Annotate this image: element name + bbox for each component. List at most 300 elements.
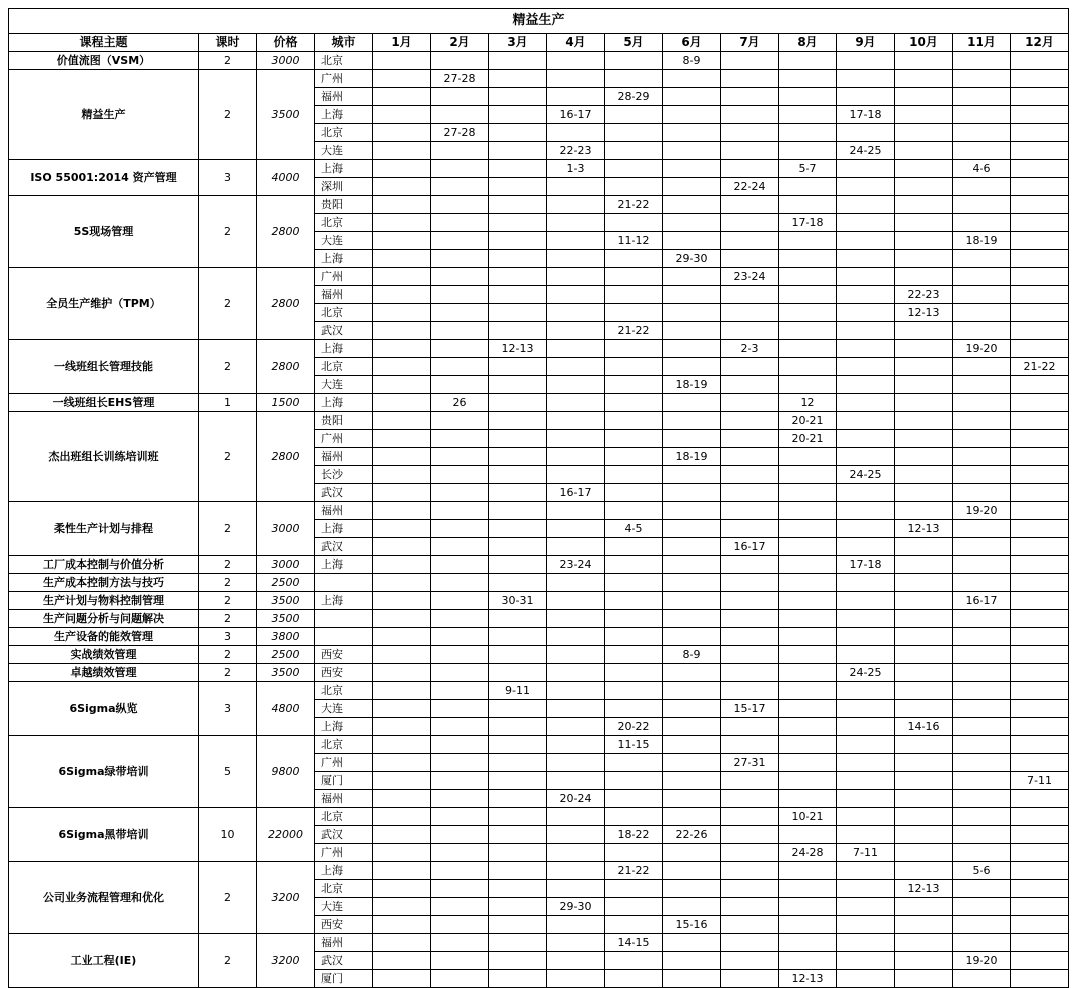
month-5-cell: 18-22 [605, 826, 663, 844]
course-city: 上海 [315, 340, 373, 358]
month-1-cell [373, 718, 431, 736]
month-12-cell: 7-11 [1011, 772, 1069, 790]
table-row [9, 556, 1069, 574]
month-4-cell [547, 538, 605, 556]
course-city: 上海 [315, 250, 373, 268]
month-9-cell [837, 412, 895, 430]
month-10-cell [895, 754, 953, 772]
month-6-cell [663, 484, 721, 502]
course-city: 厦门 [315, 772, 373, 790]
month-10-cell [895, 160, 953, 178]
month-8-cell [779, 700, 837, 718]
month-12-cell [1011, 70, 1069, 88]
month-4-cell: 1-3 [547, 160, 605, 178]
month-10-cell [895, 790, 953, 808]
month-7-cell [721, 664, 779, 682]
month-3-cell [489, 322, 547, 340]
month-3-cell [489, 718, 547, 736]
month-7-cell [721, 790, 779, 808]
month-3-cell [489, 934, 547, 952]
month-6-cell [663, 394, 721, 412]
month-1-cell [373, 592, 431, 610]
month-5-cell: 28-29 [605, 88, 663, 106]
month-12-cell [1011, 430, 1069, 448]
month-8-cell [779, 610, 837, 628]
course-city: 北京 [315, 880, 373, 898]
month-11-cell [953, 466, 1011, 484]
month-5-cell [605, 916, 663, 934]
month-12-cell [1011, 646, 1069, 664]
month-11-cell [953, 304, 1011, 322]
month-11-cell [953, 898, 1011, 916]
month-10-cell [895, 178, 953, 196]
month-12-cell [1011, 394, 1069, 412]
month-9-cell [837, 484, 895, 502]
month-7-cell [721, 574, 779, 592]
course-city: 北京 [315, 358, 373, 376]
header-month-3: 3月 [489, 34, 547, 52]
month-12-cell [1011, 718, 1069, 736]
month-9-cell [837, 934, 895, 952]
course-price: 3800 [257, 628, 315, 646]
month-8-cell [779, 466, 837, 484]
month-8-cell: 12-13 [779, 970, 837, 988]
month-6-cell [663, 268, 721, 286]
month-9-cell [837, 214, 895, 232]
month-4-cell [547, 70, 605, 88]
month-4-cell [547, 610, 605, 628]
month-2-cell [431, 502, 489, 520]
month-3-cell [489, 538, 547, 556]
course-city: 武汉 [315, 538, 373, 556]
month-10-cell [895, 736, 953, 754]
month-7-cell: 27-31 [721, 754, 779, 772]
month-3-cell [489, 142, 547, 160]
course-price: 3200 [257, 934, 315, 988]
header-city: 城市 [315, 34, 373, 52]
table-row [9, 682, 1069, 700]
month-2-cell [431, 736, 489, 754]
course-topic: 生产问题分析与问题解决 [9, 610, 199, 628]
month-2-cell [431, 214, 489, 232]
month-2-cell [431, 304, 489, 322]
month-9-cell [837, 538, 895, 556]
month-7-cell [721, 70, 779, 88]
header-month-12: 12月 [1011, 34, 1069, 52]
month-2-cell [431, 664, 489, 682]
month-10-cell [895, 574, 953, 592]
month-10-cell [895, 214, 953, 232]
month-12-cell [1011, 826, 1069, 844]
month-3-cell [489, 70, 547, 88]
month-7-cell [721, 718, 779, 736]
header-month-4: 4月 [547, 34, 605, 52]
month-8-cell [779, 682, 837, 700]
month-3-cell [489, 952, 547, 970]
month-4-cell [547, 358, 605, 376]
course-topic: 生产计划与物料控制管理 [9, 592, 199, 610]
month-7-cell [721, 682, 779, 700]
month-2-cell [431, 286, 489, 304]
course-city: 西安 [315, 664, 373, 682]
course-city: 北京 [315, 52, 373, 70]
course-price: 22000 [257, 808, 315, 862]
course-hours: 2 [199, 196, 257, 268]
month-8-cell [779, 862, 837, 880]
month-12-cell [1011, 142, 1069, 160]
month-5-cell [605, 664, 663, 682]
month-8-cell [779, 52, 837, 70]
month-6-cell [663, 88, 721, 106]
month-6-cell [663, 610, 721, 628]
month-11-cell: 19-20 [953, 502, 1011, 520]
course-city: 北京 [315, 736, 373, 754]
month-10-cell [895, 232, 953, 250]
month-11-cell [953, 664, 1011, 682]
month-3-cell [489, 466, 547, 484]
month-4-cell [547, 448, 605, 466]
month-5-cell [605, 70, 663, 88]
month-7-cell [721, 376, 779, 394]
month-11-cell: 19-20 [953, 340, 1011, 358]
month-1-cell [373, 448, 431, 466]
course-price: 2800 [257, 412, 315, 502]
month-9-cell [837, 322, 895, 340]
month-4-cell [547, 772, 605, 790]
month-9-cell [837, 646, 895, 664]
month-10-cell [895, 646, 953, 664]
course-hours: 2 [199, 268, 257, 340]
month-9-cell [837, 268, 895, 286]
month-9-cell [837, 898, 895, 916]
month-12-cell [1011, 844, 1069, 862]
month-7-cell [721, 808, 779, 826]
month-8-cell [779, 322, 837, 340]
month-12-cell [1011, 934, 1069, 952]
month-5-cell: 4-5 [605, 520, 663, 538]
month-7-cell [721, 610, 779, 628]
month-7-cell [721, 106, 779, 124]
month-2-cell [431, 628, 489, 646]
month-11-cell [953, 376, 1011, 394]
month-11-cell [953, 772, 1011, 790]
month-6-cell [663, 520, 721, 538]
course-topic: 杰出班组长训练培训班 [9, 412, 199, 502]
month-2-cell [431, 646, 489, 664]
month-12-cell [1011, 700, 1069, 718]
month-3-cell [489, 646, 547, 664]
month-8-cell [779, 340, 837, 358]
month-6-cell [663, 682, 721, 700]
header-month-9: 9月 [837, 34, 895, 52]
month-7-cell [721, 898, 779, 916]
month-5-cell [605, 484, 663, 502]
month-12-cell [1011, 52, 1069, 70]
month-9-cell [837, 250, 895, 268]
month-2-cell [431, 484, 489, 502]
month-7-cell [721, 142, 779, 160]
course-topic: 一线班组长EHS管理 [9, 394, 199, 412]
course-topic: 实战绩效管理 [9, 646, 199, 664]
month-11-cell [953, 430, 1011, 448]
month-10-cell [895, 142, 953, 160]
month-5-cell: 11-15 [605, 736, 663, 754]
month-8-cell [779, 646, 837, 664]
month-3-cell [489, 106, 547, 124]
header-row [9, 34, 1069, 52]
month-2-cell [431, 196, 489, 214]
month-3-cell [489, 268, 547, 286]
course-city: 武汉 [315, 952, 373, 970]
month-9-cell [837, 196, 895, 214]
month-5-cell [605, 394, 663, 412]
course-hours: 2 [199, 412, 257, 502]
month-8-cell [779, 232, 837, 250]
month-4-cell [547, 754, 605, 772]
course-city: 广州 [315, 268, 373, 286]
month-9-cell [837, 520, 895, 538]
month-6-cell [663, 106, 721, 124]
month-10-cell [895, 664, 953, 682]
table-row [9, 736, 1069, 754]
month-3-cell [489, 880, 547, 898]
course-price: 2800 [257, 268, 315, 340]
month-4-cell [547, 286, 605, 304]
month-12-cell [1011, 556, 1069, 574]
month-4-cell [547, 700, 605, 718]
header-month-2: 2月 [431, 34, 489, 52]
month-2-cell [431, 790, 489, 808]
month-3-cell: 12-13 [489, 340, 547, 358]
month-4-cell [547, 466, 605, 484]
month-11-cell [953, 268, 1011, 286]
month-7-cell [721, 124, 779, 142]
month-2-cell [431, 538, 489, 556]
month-10-cell [895, 322, 953, 340]
month-5-cell [605, 358, 663, 376]
month-7-cell [721, 844, 779, 862]
month-11-cell [953, 124, 1011, 142]
month-8-cell [779, 664, 837, 682]
month-4-cell [547, 718, 605, 736]
month-6-cell: 22-26 [663, 826, 721, 844]
course-topic: ISO 55001:2014 资产管理 [9, 160, 199, 196]
month-2-cell [431, 934, 489, 952]
course-hours: 2 [199, 646, 257, 664]
month-1-cell [373, 880, 431, 898]
course-city: 上海 [315, 862, 373, 880]
month-12-cell [1011, 106, 1069, 124]
month-1-cell [373, 646, 431, 664]
course-city: 武汉 [315, 484, 373, 502]
month-5-cell [605, 610, 663, 628]
month-5-cell: 20-22 [605, 718, 663, 736]
month-8-cell [779, 448, 837, 466]
month-12-cell [1011, 412, 1069, 430]
month-11-cell: 5-6 [953, 862, 1011, 880]
month-5-cell [605, 682, 663, 700]
month-10-cell [895, 196, 953, 214]
month-10-cell [895, 592, 953, 610]
course-price: 2800 [257, 196, 315, 268]
month-5-cell [605, 412, 663, 430]
course-city: 贵阳 [315, 412, 373, 430]
month-1-cell [373, 466, 431, 484]
month-5-cell [605, 52, 663, 70]
course-topic: 一线班组长管理技能 [9, 340, 199, 394]
month-3-cell [489, 232, 547, 250]
month-3-cell [489, 736, 547, 754]
table-row [9, 160, 1069, 178]
month-11-cell [953, 934, 1011, 952]
month-1-cell [373, 772, 431, 790]
month-6-cell [663, 142, 721, 160]
month-12-cell [1011, 808, 1069, 826]
month-6-cell [663, 340, 721, 358]
month-6-cell [663, 286, 721, 304]
month-1-cell [373, 160, 431, 178]
month-6-cell [663, 232, 721, 250]
month-1-cell [373, 538, 431, 556]
course-city: 北京 [315, 124, 373, 142]
table-row [9, 340, 1069, 358]
month-9-cell [837, 376, 895, 394]
course-hours: 3 [199, 682, 257, 736]
month-10-cell [895, 250, 953, 268]
month-3-cell [489, 430, 547, 448]
month-11-cell [953, 754, 1011, 772]
month-11-cell: 4-6 [953, 160, 1011, 178]
month-2-cell [431, 556, 489, 574]
month-8-cell [779, 124, 837, 142]
month-10-cell [895, 682, 953, 700]
month-4-cell [547, 232, 605, 250]
month-7-cell [721, 484, 779, 502]
month-9-cell [837, 286, 895, 304]
month-10-cell [895, 826, 953, 844]
header-month-5: 5月 [605, 34, 663, 52]
month-2-cell [431, 340, 489, 358]
month-12-cell [1011, 790, 1069, 808]
month-9-cell [837, 718, 895, 736]
course-price: 3500 [257, 664, 315, 682]
month-2-cell [431, 358, 489, 376]
month-9-cell: 24-25 [837, 466, 895, 484]
course-hours: 2 [199, 664, 257, 682]
month-8-cell [779, 952, 837, 970]
month-6-cell: 15-16 [663, 916, 721, 934]
month-1-cell [373, 250, 431, 268]
month-4-cell [547, 592, 605, 610]
month-6-cell [663, 124, 721, 142]
schedule-container [8, 8, 1069, 988]
month-8-cell: 5-7 [779, 160, 837, 178]
month-11-cell [953, 808, 1011, 826]
month-7-cell [721, 628, 779, 646]
month-4-cell: 16-17 [547, 484, 605, 502]
month-4-cell [547, 520, 605, 538]
month-9-cell [837, 88, 895, 106]
month-5-cell [605, 502, 663, 520]
month-1-cell [373, 556, 431, 574]
month-9-cell: 24-25 [837, 142, 895, 160]
course-topic: 6Sigma绿带培训 [9, 736, 199, 808]
month-2-cell [431, 592, 489, 610]
month-1-cell [373, 844, 431, 862]
course-price: 2800 [257, 340, 315, 394]
month-9-cell [837, 826, 895, 844]
course-hours: 2 [199, 502, 257, 556]
course-city: 长沙 [315, 466, 373, 484]
month-5-cell [605, 700, 663, 718]
month-6-cell [663, 862, 721, 880]
month-6-cell [663, 844, 721, 862]
month-2-cell [431, 466, 489, 484]
month-12-cell [1011, 862, 1069, 880]
month-5-cell [605, 898, 663, 916]
month-7-cell: 22-24 [721, 178, 779, 196]
month-8-cell [779, 574, 837, 592]
month-1-cell [373, 430, 431, 448]
month-11-cell [953, 394, 1011, 412]
month-7-cell [721, 772, 779, 790]
month-8-cell: 20-21 [779, 430, 837, 448]
month-6-cell [663, 790, 721, 808]
month-10-cell [895, 538, 953, 556]
month-9-cell [837, 700, 895, 718]
course-city: 福州 [315, 88, 373, 106]
month-9-cell [837, 808, 895, 826]
month-8-cell: 12 [779, 394, 837, 412]
month-9-cell [837, 880, 895, 898]
month-9-cell [837, 772, 895, 790]
month-12-cell [1011, 466, 1069, 484]
month-12-cell [1011, 664, 1069, 682]
course-topic: 精益生产 [9, 70, 199, 160]
month-9-cell [837, 754, 895, 772]
month-10-cell [895, 430, 953, 448]
course-city: 上海 [315, 520, 373, 538]
month-6-cell: 8-9 [663, 52, 721, 70]
month-6-cell [663, 412, 721, 430]
course-hours: 3 [199, 160, 257, 196]
month-2-cell [431, 826, 489, 844]
month-11-cell [953, 70, 1011, 88]
month-8-cell [779, 70, 837, 88]
course-city [315, 574, 373, 592]
month-1-cell [373, 322, 431, 340]
table-row [9, 412, 1069, 430]
month-7-cell [721, 556, 779, 574]
month-4-cell [547, 340, 605, 358]
month-11-cell [953, 718, 1011, 736]
month-5-cell [605, 556, 663, 574]
month-4-cell [547, 826, 605, 844]
month-5-cell [605, 808, 663, 826]
table-row [9, 862, 1069, 880]
course-city: 大连 [315, 142, 373, 160]
month-4-cell [547, 502, 605, 520]
month-4-cell [547, 196, 605, 214]
month-8-cell: 24-28 [779, 844, 837, 862]
month-12-cell [1011, 304, 1069, 322]
course-price: 3000 [257, 556, 315, 574]
table-row [9, 574, 1069, 592]
month-6-cell [663, 898, 721, 916]
month-5-cell [605, 340, 663, 358]
month-9-cell [837, 358, 895, 376]
month-1-cell [373, 664, 431, 682]
